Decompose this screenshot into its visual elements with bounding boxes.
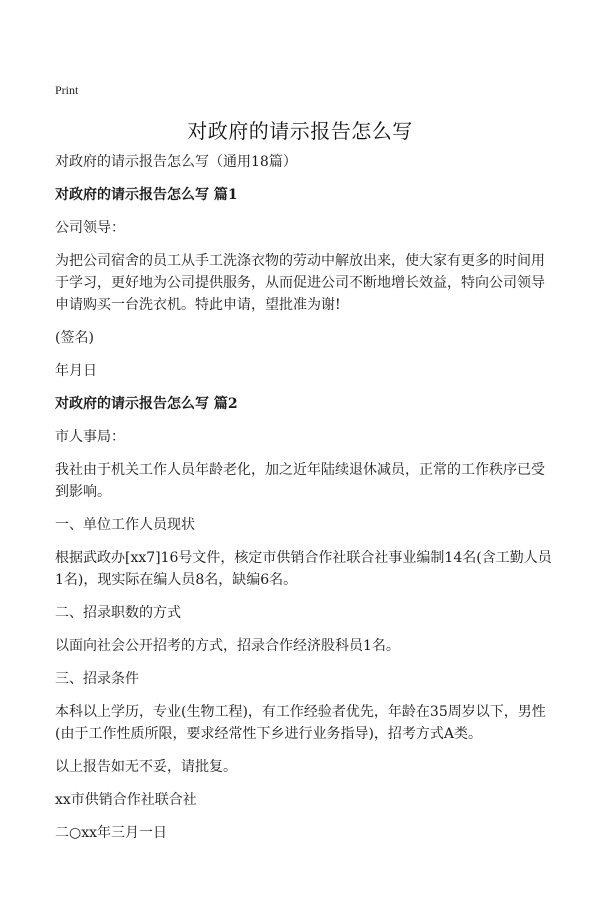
section-2-intro: 我社由于机关工作人员年龄老化，加之近年陆续退休减员，正常的工作秩序已受到影响。 — [55, 462, 545, 500]
section-2-organization: xx市供销合作社联合社 — [55, 792, 197, 808]
section-2-closing: 以上报告如无不妥，请批复。 — [55, 759, 237, 775]
section-2-item-3-title: 三、招录条件 — [55, 671, 139, 687]
section-1-heading: 对政府的请示报告怎么写 篇1 — [55, 187, 238, 203]
section-2-item-3-body: 本科以上学历，专业(生物工程)，有工作经验者优先，年龄在35周岁以下，男性(由于工作性质所限，要求经常性下乡进行业务指导)，招考方式A类。 — [55, 704, 546, 742]
section-1-signature: (签名) — [55, 330, 94, 346]
section-2-item-2-title: 二、招录职数的方式 — [55, 605, 181, 621]
section-1-salutation: 公司领导： — [55, 220, 125, 236]
document-title: 对政府的请示报告怎么写 — [187, 119, 413, 143]
document-subtitle: 对政府的请示报告怎么写（通用18篇） — [55, 154, 297, 170]
document-body — [55, 151, 555, 855]
section-2-item-1-body: 根据武政办[xx7]16号文件，核定市供销合作社联合社事业编制14名(含工勤人员1名)，现实际在编人员8名，缺编6名。 — [55, 550, 552, 588]
section-1-body: 为把公司宿舍的员工从手工洗涤衣物的劳动中解放出来，使大家有更多的时间用于学习，更好地为公司提供服务，从而促进公司不断地增长效益，特向公司领导申请购买一台洗衣机。特此申请，望批准为谢! — [55, 253, 545, 313]
section-2-item-2-body: 以面向社会公开招考的方式，招录合作经济股科员1名。 — [55, 638, 400, 654]
print-label: Print — [55, 83, 79, 97]
section-2-heading: 对政府的请示报告怎么写 篇2 — [55, 396, 238, 412]
section-2-date: 二○xx年三月一日 — [55, 825, 168, 841]
section-1-date: 年月日 — [55, 363, 97, 379]
section-2-item-1-title: 一、单位工作人员现状 — [55, 517, 195, 533]
section-2-salutation: 市人事局： — [55, 429, 125, 445]
